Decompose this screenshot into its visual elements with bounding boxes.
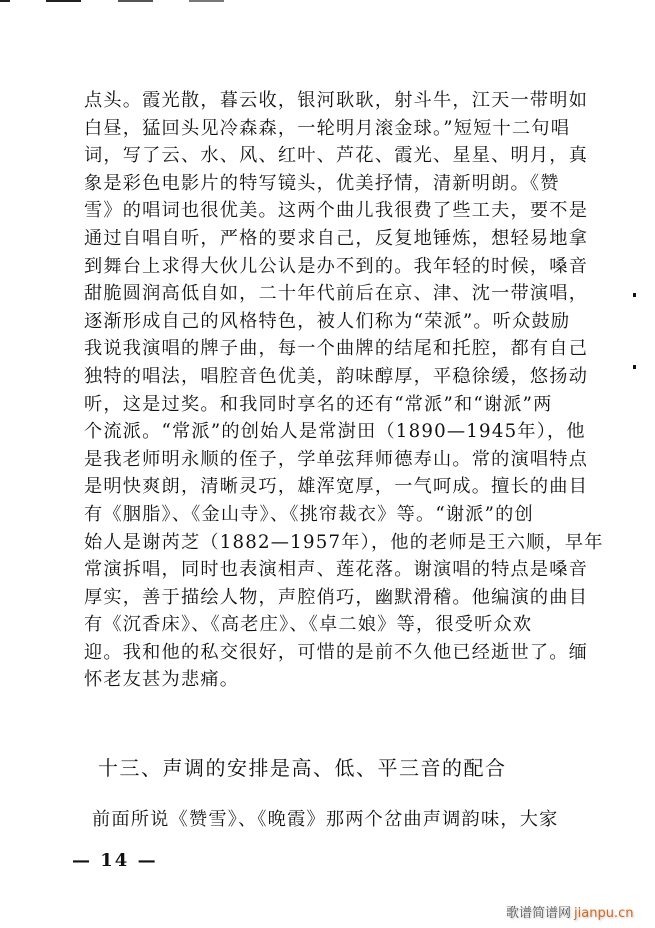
text-line: 迎。我和他的私交很好，可惜的是前不久他已经逝世了。缅 <box>84 641 589 663</box>
text-line: 通过自唱自听，严格的要求自己，反复地锤炼，想轻易地拿 <box>84 227 589 249</box>
text-line: 象是彩色电影片的特写镜头，优美抒情，清新明朗。《赞 <box>84 172 560 194</box>
print-speck <box>633 365 636 369</box>
text-line: 点头。霞光散，暮云收，银河耿耿，射斗牛，江天一带明如 <box>84 90 589 111</box>
top-rule-4 <box>189 0 224 2</box>
text-line: 到舞台上求得大伙儿公认是办不到的。我年轻的时候，嗓音 <box>84 255 589 277</box>
top-rule-1 <box>0 0 10 2</box>
text-line: 词，写了云、水、风、红叶、芦花、霞光、星星、明月，真 <box>84 145 589 167</box>
text-line: 厚实，善于描绘人物，声腔俏巧，幽默滑稽。他编演的曲目 <box>84 586 589 608</box>
page-body <box>84 87 604 694</box>
top-rule-3 <box>118 0 153 2</box>
text-line: 我说我演唱的牌子曲，每一个曲牌的结尾和托腔，都有自己 <box>84 338 589 360</box>
text-line: 听，这是过奖。和我同时享名的还有“常派”和“谢派”两 <box>84 393 553 415</box>
top-edge-rules <box>0 0 655 4</box>
text-line: 怀老友甚为悲痛。 <box>84 669 240 691</box>
text-line: 始人是谢芮芝（1882—1957年），他的老师是王六顺，早年 <box>84 531 604 553</box>
watermark-site-name: 歌谱简谱网 <box>506 906 572 921</box>
text-line: 雪》的唱词也很优美。这两个曲儿我很费了些工夫，要不是 <box>84 200 589 222</box>
paragraph-2-first-line: 前面所说《赞雪》、《晚霞》那两个岔曲声调韵味，大家 <box>92 809 559 830</box>
text-line: 独特的唱法，唱腔音色优美，韵味醇厚，平稳徐缓，悠扬动 <box>84 365 589 387</box>
text-line: 有《胭脂》、《金山寺》、《挑帘裁衣》等。“谢派”的创 <box>84 503 534 525</box>
text-line: 有《沉香床》、《高老庄》、《卓二娘》等，很受听众欢 <box>84 614 533 636</box>
text-line: 个流派。“常派”的创始人是常澍田（1890—1945年），他 <box>84 421 586 443</box>
page-number: — 14 — <box>72 850 158 871</box>
top-rule-2 <box>46 0 81 2</box>
paragraph-1 <box>84 87 604 694</box>
text-line: 常演拆唱，同时也表演相声、莲花落。谢演唱的特点是嗓音 <box>84 559 589 581</box>
watermark-url: jianpu.cn <box>574 906 634 921</box>
text-line: 甜脆圆润高低自如，二十年代前后在京、津、沈一带演唱， <box>84 283 589 305</box>
print-speck <box>633 293 636 297</box>
section-heading: 十三、声调的安排是高、低、平三音的配合 <box>98 756 507 780</box>
text-line: 白昼，猛回头见冷森森，一轮明月滚金球。”短短十二句唱 <box>84 117 571 139</box>
text-line: 逐渐形成自己的风格特色，被人们称为“荣派”。听众鼓励 <box>84 310 571 332</box>
watermark <box>506 902 633 921</box>
text-line: 是我老师明永顺的侄子，学单弦拜师德寿山。常的演唱特点 <box>84 448 589 470</box>
text-line: 是明快爽朗，清晰灵巧，雄浑宽厚，一气呵成。擅长的曲目 <box>84 476 589 498</box>
